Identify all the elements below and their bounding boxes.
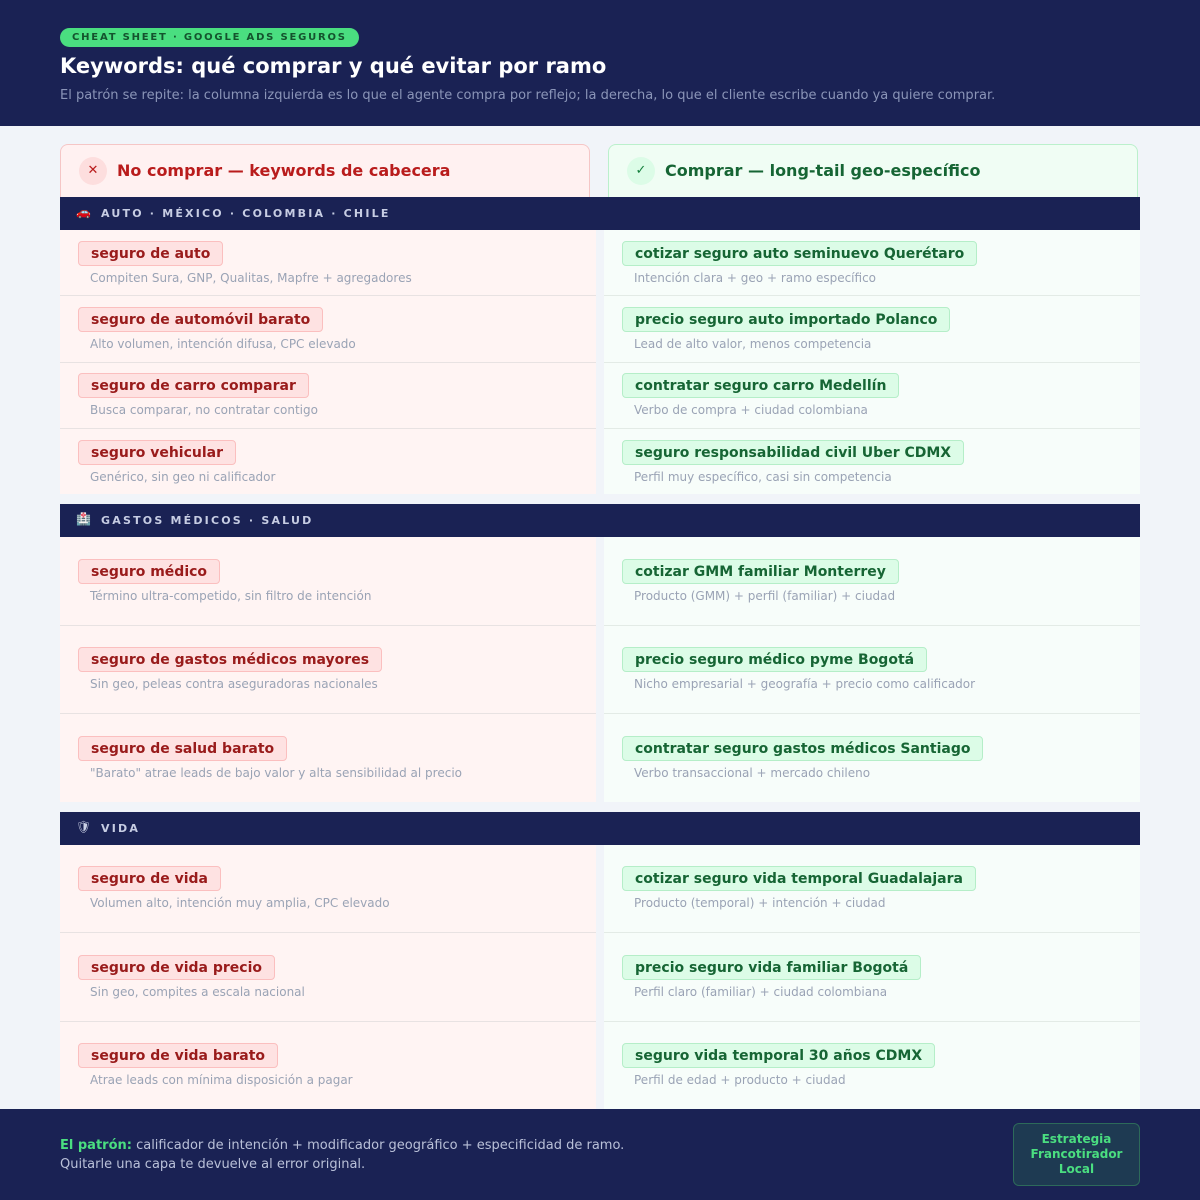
column-header-buy — [608, 144, 1138, 197]
pattern-text: calificador de intención + modificador geográfico + especificidad de ramo. — [131, 1138, 625, 1153]
avoid-keyword-note: Atrae leads con mínima disposición a pagar — [90, 1073, 353, 1087]
avoid-keyword-note: Término ultra-competido, sin filtro de intención — [90, 589, 372, 603]
buy-keyword-note: Producto (GMM) + perfil (familiar) + ciudad — [634, 589, 896, 603]
buy-keyword-note: Verbo de compra + ciudad colombiana — [634, 403, 868, 417]
car-icon: 🚗 — [76, 205, 91, 219]
section-title: AUTO · MÉXICO · COLOMBIA · CHILE — [101, 207, 391, 220]
buy-keyword-note: Perfil claro (familiar) + ciudad colombiana — [634, 985, 888, 999]
buy-keyword-chip: precio seguro vida familiar Bogotá — [622, 955, 921, 980]
avoid-keyword-row — [60, 714, 596, 802]
buy-keyword-row — [604, 537, 1140, 626]
avoid-keyword-row — [60, 230, 596, 296]
buy-keyword-note: Nicho empresarial + geografía + precio como calificador — [634, 677, 976, 691]
avoid-keyword-note: Compiten Sura, GNP, Qualitas, Mapfre + agregadores — [90, 271, 412, 285]
hospital-icon: 🏥 — [76, 512, 91, 526]
buy-keyword-note: Perfil muy específico, casi sin competencia — [634, 470, 892, 484]
avoid-keyword-chip: seguro de vida precio — [78, 955, 275, 980]
buy-keyword-chip: cotizar seguro vida temporal Guadalajara — [622, 866, 976, 891]
buy-keyword-chip: cotizar seguro auto seminuevo Querétaro — [622, 241, 977, 266]
pattern-summary — [60, 1138, 624, 1153]
buy-keyword-chip: seguro vida temporal 30 años CDMX — [622, 1043, 935, 1068]
buy-keyword-row — [604, 429, 1140, 494]
avoid-keyword-chip: seguro médico — [78, 559, 220, 584]
avoid-keyword-note: Volumen alto, intención muy amplia, CPC elevado — [90, 896, 390, 910]
buy-keyword-row — [604, 1022, 1140, 1109]
avoid-keyword-chip: seguro de salud barato — [78, 736, 287, 761]
page-title: Keywords: qué comprar y qué evitar por ramo — [60, 54, 607, 78]
cheat-sheet-badge: CHEAT SHEET · GOOGLE ADS SEGUROS — [60, 28, 359, 47]
buy-keyword-note: Producto (temporal) + intención + ciudad — [634, 896, 886, 910]
avoid-keyword-row — [60, 296, 596, 363]
buy-keyword-note: Perfil de edad + producto + ciudad — [634, 1073, 846, 1087]
avoid-keyword-note: Genérico, sin geo ni calificador — [90, 470, 276, 484]
avoid-keyword-row — [60, 933, 596, 1022]
strategy-button[interactable]: Estrategia Francotirador Local — [1013, 1123, 1140, 1186]
column-label-buy: Comprar — long-tail geo-específico — [665, 161, 981, 180]
column-label-avoid: No comprar — keywords de cabecera — [117, 161, 451, 180]
avoid-keyword-note: Busca comparar, no contratar contigo — [90, 403, 318, 417]
page-header — [0, 0, 1200, 126]
buy-keyword-chip: seguro responsabilidad civil Uber CDMX — [622, 440, 964, 465]
buy-keyword-note: Verbo transaccional + mercado chileno — [634, 766, 871, 780]
buy-keyword-chip: contratar seguro carro Medellín — [622, 373, 899, 398]
avoid-keyword-chip: seguro de vida barato — [78, 1043, 278, 1068]
avoid-keyword-note: Sin geo, peleas contra aseguradoras nacionales — [90, 677, 378, 691]
avoid-keyword-chip: seguro de vida — [78, 866, 221, 891]
section-header-life — [60, 812, 1140, 845]
buy-keyword-row — [604, 230, 1140, 296]
buy-keyword-row — [604, 714, 1140, 802]
buy-keyword-row — [604, 933, 1140, 1022]
avoid-keyword-chip: seguro de gastos médicos mayores — [78, 647, 382, 672]
buy-keyword-row — [604, 363, 1140, 429]
close-icon: ✕ — [79, 157, 107, 185]
pattern-warning: Quitarle una capa te devuelve al error original. — [60, 1157, 366, 1172]
avoid-keyword-row — [60, 429, 596, 494]
buy-keyword-row — [604, 296, 1140, 363]
avoid-keyword-chip: seguro de automóvil barato — [78, 307, 323, 332]
avoid-keyword-note: "Barato" atrae leads de bajo valor y alta sensibilidad al precio — [90, 766, 462, 780]
buy-keyword-chip: precio seguro auto importado Polanco — [622, 307, 950, 332]
pattern-label: El patrón: — [60, 1138, 132, 1153]
avoid-keyword-chip: seguro vehicular — [78, 440, 236, 465]
buy-keyword-row — [604, 845, 1140, 933]
section-title: GASTOS MÉDICOS · SALUD — [101, 514, 314, 527]
avoid-keyword-row — [60, 363, 596, 429]
avoid-keyword-row — [60, 845, 596, 933]
avoid-keyword-row — [60, 1022, 596, 1109]
avoid-keyword-chip: seguro de carro comparar — [78, 373, 309, 398]
buy-keyword-chip: contratar seguro gastos médicos Santiago — [622, 736, 983, 761]
page-subtitle: El patrón se repite: la columna izquierda es lo que el agente compra por reflejo; la derecha, lo que el cliente escribe cuando ya quiere comprar. — [60, 88, 996, 103]
section-title: VIDA — [101, 822, 141, 835]
section-header-auto — [60, 197, 1140, 230]
column-header-avoid — [60, 144, 590, 197]
check-icon: ✓ — [627, 157, 655, 185]
avoid-keyword-row — [60, 626, 596, 714]
buy-keyword-note: Intención clara + geo + ramo específico — [634, 271, 877, 285]
buy-keyword-chip: cotizar GMM familiar Monterrey — [622, 559, 899, 584]
buy-keyword-note: Lead de alto valor, menos competencia — [634, 337, 872, 351]
page-footer — [0, 1109, 1200, 1200]
shield-icon: 🛡 — [76, 820, 92, 834]
avoid-keyword-row — [60, 537, 596, 626]
section-header-health — [60, 504, 1140, 537]
avoid-keyword-note: Sin geo, compites a escala nacional — [90, 985, 305, 999]
avoid-keyword-note: Alto volumen, intención difusa, CPC elevado — [90, 337, 356, 351]
buy-keyword-row — [604, 626, 1140, 714]
avoid-keyword-chip: seguro de auto — [78, 241, 223, 266]
buy-keyword-chip: precio seguro médico pyme Bogotá — [622, 647, 927, 672]
